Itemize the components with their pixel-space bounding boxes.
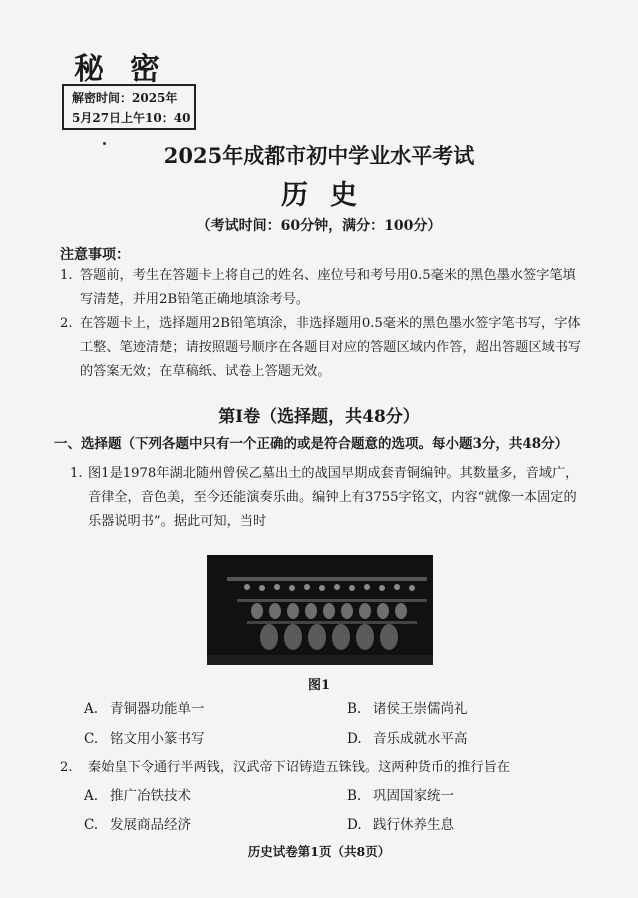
notice-item-1	[60, 264, 600, 312]
figure-label: 图1	[307, 678, 331, 693]
notice-item-text: 答题前，考生在答题卡上将自己的姓名、座位号和考号用0.5毫米的黑色墨水签字笔填	[80, 268, 576, 283]
question-1	[70, 462, 600, 534]
option-text: 践行休养生息	[373, 817, 454, 833]
question-text: 图1是1978年湖北随州曾侯乙墓出土的战国早期成套青铜编钟。其数量多，音域广，	[88, 466, 579, 481]
option-text: 音乐成就水平高	[373, 731, 468, 747]
option-label: D.	[347, 817, 362, 833]
option-label: C.	[84, 817, 99, 833]
question-text: 音律全，音色美，至今还能演奏乐曲。编钟上有3755字铭文，内容“就像一本固定的	[88, 490, 577, 505]
notice-item-text: 的答案无效；在草稿纸、试卷上答题无效。	[80, 364, 331, 379]
exam-info: （考试时间：60分钟，满分：100分）	[196, 218, 442, 234]
notice-heading: 注意事项：	[60, 247, 130, 263]
part-heading: 第Ⅰ卷（选择题，共48分）	[218, 407, 420, 427]
option-text: 铭文用小篆书写	[110, 731, 205, 747]
q2-option-d	[347, 813, 454, 833]
question-2	[60, 756, 510, 780]
release-time-box	[62, 84, 196, 130]
q1-option-c	[84, 727, 205, 747]
page-footer: 历史试卷第1页（共8页）	[247, 844, 391, 859]
notice-item-2	[60, 312, 600, 384]
question-text: 秦始皇下令通行半两钱，汉武帝下诏铸造五铢钱。这两种货币的推行旨在	[88, 760, 510, 775]
option-label: C.	[84, 731, 99, 747]
q2-option-c	[84, 813, 191, 833]
q2-option-b	[347, 784, 454, 804]
q1-option-b	[347, 697, 468, 717]
bronze-bells-illustration	[207, 555, 433, 665]
question-text: 乐器说明书”。据此可知，当时	[88, 514, 267, 529]
option-text: 巩固国家统一	[373, 788, 454, 804]
exam-title: 2025年成都市初中学业水平考试	[163, 143, 475, 168]
question-num: 1.	[70, 466, 83, 481]
bronze-bells-photo	[207, 555, 433, 665]
option-text: 诸侯王崇儒尚礼	[373, 701, 468, 717]
q2-option-a	[84, 784, 191, 804]
notice-item-num: 1.	[60, 268, 73, 283]
option-text: 推广冶铁技术	[110, 788, 191, 804]
q1-option-d	[347, 727, 468, 747]
option-label: A.	[84, 701, 99, 717]
option-text: 青铜器功能单一	[110, 701, 205, 717]
question-num: 2.	[60, 760, 73, 775]
notice-item-text: 在答题卡上，选择题用2B铅笔填涂，非选择题用0.5毫米的黑色墨水签字笔书写，字体	[80, 316, 581, 331]
option-label: A.	[84, 788, 99, 804]
option-label: B.	[347, 788, 362, 804]
option-text: 发展商品经济	[110, 817, 191, 833]
section-heading: 一、选择题（下列各题中只有一个正确的或是符合题意的选项。每小题3分，共48分）	[54, 436, 569, 452]
release-time-line1: 解密时间：2025年	[72, 91, 178, 105]
secret-label: 秘密	[74, 52, 186, 87]
subject-title: 历史	[281, 180, 379, 211]
option-label: D.	[347, 731, 362, 747]
notice-item-text: 写清楚，并用2B铅笔正确地填涂考号。	[80, 292, 310, 307]
q1-option-a	[84, 697, 205, 717]
notice-item-num: 2.	[60, 316, 73, 331]
release-time-line2: 5月27日上午10：40	[72, 111, 191, 125]
notice-item-text: 工整、笔迹清楚；请按照题号顺序在各题目对应的答题区域内作答，超出答题区域书写	[80, 340, 582, 355]
option-label: B.	[347, 701, 362, 717]
